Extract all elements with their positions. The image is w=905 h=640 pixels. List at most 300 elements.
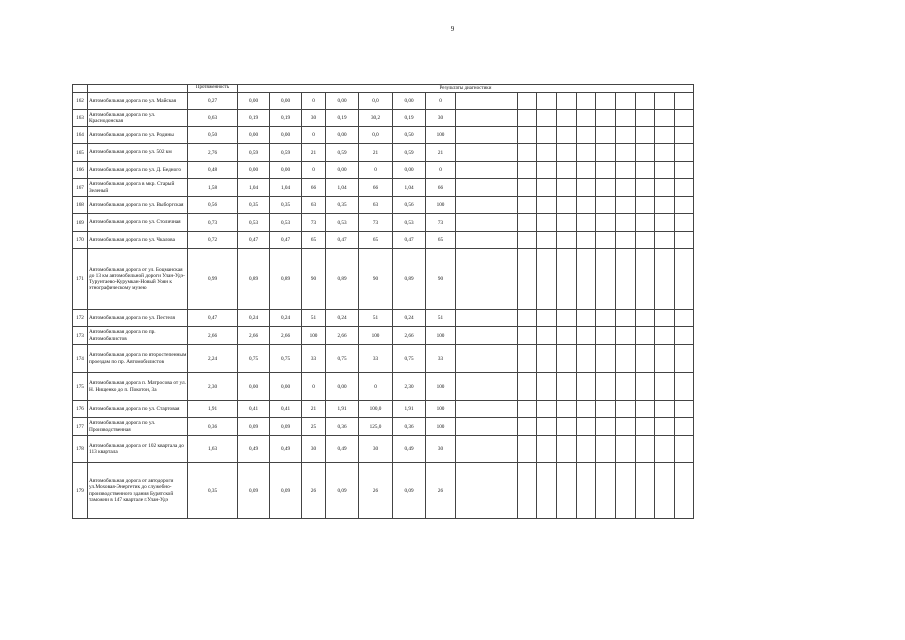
empty-cell	[675, 232, 694, 249]
value-cell: 30,2	[359, 110, 393, 127]
empty-cell	[557, 373, 577, 401]
value-cell: 0	[302, 127, 326, 144]
road-name: Автомобильная дорога п. Матросова от ул. Н. Нищенко до п. Покотон, 3а	[88, 373, 188, 401]
value-cell: 1,91	[393, 401, 426, 418]
empty-cell	[537, 93, 557, 110]
empty-cell	[616, 179, 636, 197]
empty-cell	[655, 436, 675, 463]
row-number: 168	[73, 197, 88, 214]
value-cell: 66	[359, 179, 393, 197]
value-cell: 0,53	[393, 214, 426, 232]
empty-cell	[456, 179, 518, 197]
value-cell: 0,89	[326, 249, 359, 310]
empty-cell	[518, 463, 537, 519]
value-cell: 0,19	[326, 110, 359, 127]
road-name: Автомобильная дорога по ул. 502 км	[88, 144, 188, 162]
value-cell: 2,66	[188, 327, 238, 345]
empty-cell	[577, 127, 596, 144]
empty-cell	[655, 179, 675, 197]
empty-cell	[577, 418, 596, 436]
empty-cell	[456, 249, 518, 310]
empty-cell	[537, 436, 557, 463]
empty-cell	[557, 110, 577, 127]
empty-cell	[596, 93, 616, 110]
empty-cell	[655, 401, 675, 418]
empty-cell	[456, 197, 518, 214]
empty-cell	[675, 93, 694, 110]
empty-cell	[456, 93, 518, 110]
row-number: 176	[73, 401, 88, 418]
empty-cell	[518, 436, 537, 463]
empty-cell	[636, 373, 655, 401]
empty-cell	[655, 232, 675, 249]
value-cell: 0,53	[326, 214, 359, 232]
value-cell: 21	[426, 144, 456, 162]
empty-cell	[557, 327, 577, 345]
value-cell: 0,72	[188, 232, 238, 249]
value-cell: 0,56	[188, 197, 238, 214]
row-number: 165	[73, 144, 88, 162]
value-cell: 0,59	[238, 144, 270, 162]
empty-cell	[616, 345, 636, 373]
empty-cell	[616, 162, 636, 179]
road-name: Автомобильная дорога по ул. Майская	[88, 93, 188, 110]
row-number: 169	[73, 214, 88, 232]
empty-cell	[616, 93, 636, 110]
value-cell: 63	[302, 197, 326, 214]
value-cell: 0,09	[238, 463, 270, 519]
value-cell: 21	[302, 401, 326, 418]
empty-cell	[596, 214, 616, 232]
value-cell: 0,63	[188, 110, 238, 127]
value-cell: 0,00	[326, 93, 359, 110]
empty-cell	[636, 179, 655, 197]
table-row	[73, 214, 694, 232]
value-cell: 0,73	[188, 214, 238, 232]
value-cell: 30	[426, 110, 456, 127]
empty-cell	[596, 179, 616, 197]
header-cell	[73, 85, 88, 93]
empty-cell	[557, 436, 577, 463]
value-cell: 0,24	[270, 310, 302, 327]
empty-cell	[636, 418, 655, 436]
empty-cell	[456, 232, 518, 249]
value-cell: 1,04	[326, 179, 359, 197]
value-cell: 0,36	[326, 418, 359, 436]
empty-cell	[537, 463, 557, 519]
value-cell: 0,19	[270, 110, 302, 127]
empty-cell	[577, 214, 596, 232]
header-results-label: Результаты диагностики	[238, 85, 694, 93]
value-cell: 90	[302, 249, 326, 310]
value-cell: 0,50	[393, 127, 426, 144]
value-cell: 51	[426, 310, 456, 327]
empty-cell	[456, 214, 518, 232]
row-number: 170	[73, 232, 88, 249]
value-cell: 65	[359, 232, 393, 249]
table-row	[73, 373, 694, 401]
empty-cell	[577, 162, 596, 179]
empty-cell	[518, 310, 537, 327]
empty-cell	[537, 144, 557, 162]
value-cell: 2,66	[270, 327, 302, 345]
value-cell: 0,50	[188, 127, 238, 144]
empty-cell	[596, 463, 616, 519]
row-number: 175	[73, 373, 88, 401]
empty-cell	[675, 418, 694, 436]
value-cell: 1,91	[326, 401, 359, 418]
value-cell: 30	[359, 436, 393, 463]
empty-cell	[636, 327, 655, 345]
value-cell: 0,36	[393, 418, 426, 436]
empty-cell	[577, 249, 596, 310]
empty-cell	[518, 197, 537, 214]
road-name: Автомобильная дорога по ул. Родины	[88, 127, 188, 144]
empty-cell	[655, 327, 675, 345]
empty-cell	[616, 373, 636, 401]
value-cell: 0	[302, 373, 326, 401]
value-cell: 0,09	[326, 463, 359, 519]
empty-cell	[655, 310, 675, 327]
empty-cell	[596, 373, 616, 401]
empty-cell	[456, 401, 518, 418]
empty-cell	[537, 418, 557, 436]
empty-cell	[518, 127, 537, 144]
empty-cell	[577, 401, 596, 418]
empty-cell	[675, 110, 694, 127]
value-cell: 0,0	[359, 127, 393, 144]
value-cell: 30	[426, 436, 456, 463]
empty-cell	[537, 127, 557, 144]
empty-cell	[557, 310, 577, 327]
page-number: 9	[450, 25, 455, 33]
value-cell: 0,41	[238, 401, 270, 418]
empty-cell	[616, 401, 636, 418]
value-cell: 2,30	[393, 373, 426, 401]
value-cell: 33	[302, 345, 326, 373]
value-cell: 1,04	[393, 179, 426, 197]
road-name: Автомобильная дорога по ул. Столичная	[88, 214, 188, 232]
empty-cell	[456, 144, 518, 162]
road-name: Автомобильная дорога по ул. Чкалова	[88, 232, 188, 249]
value-cell: 0,00	[270, 127, 302, 144]
empty-cell	[675, 214, 694, 232]
header-row	[73, 85, 694, 93]
row-number: 162	[73, 93, 88, 110]
empty-cell	[675, 401, 694, 418]
empty-cell	[675, 373, 694, 401]
empty-cell	[518, 249, 537, 310]
empty-cell	[655, 214, 675, 232]
empty-cell	[557, 418, 577, 436]
diagnostics-table	[72, 84, 694, 519]
empty-cell	[577, 110, 596, 127]
empty-cell	[577, 436, 596, 463]
value-cell: 51	[359, 310, 393, 327]
value-cell: 0,35	[270, 197, 302, 214]
empty-cell	[675, 197, 694, 214]
value-cell: 0,00	[393, 93, 426, 110]
empty-cell	[518, 373, 537, 401]
value-cell: 0,00	[270, 93, 302, 110]
empty-cell	[518, 162, 537, 179]
row-number: 174	[73, 345, 88, 373]
value-cell: 0,00	[270, 162, 302, 179]
empty-cell	[616, 232, 636, 249]
empty-cell	[596, 110, 616, 127]
empty-cell	[636, 127, 655, 144]
empty-cell	[616, 310, 636, 327]
table-row	[73, 401, 694, 418]
empty-cell	[636, 232, 655, 249]
empty-cell	[577, 310, 596, 327]
row-number: 166	[73, 162, 88, 179]
value-cell: 0,36	[188, 418, 238, 436]
empty-cell	[596, 401, 616, 418]
value-cell: 0,48	[188, 162, 238, 179]
value-cell: 125,0	[359, 418, 393, 436]
value-cell: 1,58	[188, 179, 238, 197]
empty-cell	[655, 249, 675, 310]
empty-cell	[557, 345, 577, 373]
value-cell: 25	[302, 418, 326, 436]
road-name: Автомобильная дорога по второстепенным проездам по пр. Автомобилистов	[88, 345, 188, 373]
value-cell: 2,66	[326, 327, 359, 345]
value-cell: 0,59	[326, 144, 359, 162]
value-cell: 1,91	[188, 401, 238, 418]
road-name: Автомобильная дорога от 102 квартала до 113 квартала	[88, 436, 188, 463]
empty-cell	[577, 373, 596, 401]
empty-cell	[557, 162, 577, 179]
table-row	[73, 93, 694, 110]
empty-cell	[675, 179, 694, 197]
table-row	[73, 162, 694, 179]
table-row	[73, 127, 694, 144]
value-cell: 26	[302, 463, 326, 519]
empty-cell	[616, 463, 636, 519]
value-cell: 0,00	[326, 127, 359, 144]
value-cell: 90	[359, 249, 393, 310]
row-number: 171	[73, 249, 88, 310]
value-cell: 0,00	[238, 162, 270, 179]
empty-cell	[577, 144, 596, 162]
table-row	[73, 310, 694, 327]
empty-cell	[636, 214, 655, 232]
empty-cell	[518, 179, 537, 197]
value-cell: 0,53	[270, 214, 302, 232]
value-cell: 0,53	[238, 214, 270, 232]
value-cell: 1,63	[188, 436, 238, 463]
value-cell: 73	[302, 214, 326, 232]
value-cell: 0	[302, 162, 326, 179]
value-cell: 0,49	[393, 436, 426, 463]
value-cell: 73	[426, 214, 456, 232]
value-cell: 100,0	[359, 401, 393, 418]
value-cell: 65	[426, 232, 456, 249]
empty-cell	[616, 127, 636, 144]
value-cell: 100	[302, 327, 326, 345]
empty-cell	[537, 214, 557, 232]
value-cell: 0	[359, 162, 393, 179]
empty-cell	[596, 232, 616, 249]
empty-cell	[636, 310, 655, 327]
value-cell: 30	[302, 110, 326, 127]
empty-cell	[518, 214, 537, 232]
value-cell: 0,00	[270, 373, 302, 401]
empty-cell	[675, 310, 694, 327]
empty-cell	[655, 345, 675, 373]
value-cell: 0,59	[393, 144, 426, 162]
row-number: 163	[73, 110, 88, 127]
empty-cell	[456, 110, 518, 127]
empty-cell	[577, 463, 596, 519]
value-cell: 0	[426, 162, 456, 179]
empty-cell	[636, 197, 655, 214]
value-cell: 0,89	[270, 249, 302, 310]
value-cell: 0,24	[393, 310, 426, 327]
value-cell: 0,35	[238, 197, 270, 214]
value-cell: 0,09	[270, 418, 302, 436]
value-cell: 0,47	[393, 232, 426, 249]
value-cell: 2,66	[238, 327, 270, 345]
value-cell: 0,00	[238, 93, 270, 110]
value-cell: 0,41	[270, 401, 302, 418]
value-cell: 21	[302, 144, 326, 162]
empty-cell	[456, 127, 518, 144]
row-number: 173	[73, 327, 88, 345]
value-cell: 0,56	[393, 197, 426, 214]
road-name: Автомобильная дорога по пр. Автомобилистов	[88, 327, 188, 345]
value-cell: 0,47	[326, 232, 359, 249]
value-cell: 0,49	[238, 436, 270, 463]
value-cell: 33	[359, 345, 393, 373]
empty-cell	[537, 197, 557, 214]
empty-cell	[537, 373, 557, 401]
empty-cell	[557, 179, 577, 197]
empty-cell	[456, 310, 518, 327]
table-row	[73, 144, 694, 162]
empty-cell	[675, 127, 694, 144]
empty-cell	[537, 162, 557, 179]
empty-cell	[675, 463, 694, 519]
value-cell: 0,00	[326, 373, 359, 401]
value-cell: 66	[426, 179, 456, 197]
empty-cell	[636, 463, 655, 519]
road-name: Автомобильная дорога по ул. Стартовая	[88, 401, 188, 418]
empty-cell	[655, 197, 675, 214]
empty-cell	[616, 249, 636, 310]
empty-cell	[537, 110, 557, 127]
empty-cell	[518, 327, 537, 345]
empty-cell	[675, 144, 694, 162]
empty-cell	[456, 463, 518, 519]
empty-cell	[636, 144, 655, 162]
road-name: Автомобильная дорога по ул. Пестеля	[88, 310, 188, 327]
road-name: Автомобильная дорога в мкр. Старый Зеленый	[88, 179, 188, 197]
value-cell: 0,24	[326, 310, 359, 327]
value-cell: 0,35	[188, 463, 238, 519]
empty-cell	[557, 463, 577, 519]
value-cell: 0,19	[238, 110, 270, 127]
empty-cell	[456, 162, 518, 179]
value-cell: 2,76	[188, 144, 238, 162]
table-row	[73, 436, 694, 463]
header-cell	[88, 85, 188, 93]
value-cell: 100	[426, 327, 456, 345]
value-cell: 0,00	[326, 162, 359, 179]
empty-cell	[537, 401, 557, 418]
value-cell: 0,89	[393, 249, 426, 310]
value-cell: 100	[426, 127, 456, 144]
value-cell: 100	[426, 401, 456, 418]
empty-cell	[577, 93, 596, 110]
empty-cell	[675, 345, 694, 373]
empty-cell	[636, 93, 655, 110]
empty-cell	[675, 327, 694, 345]
empty-cell	[616, 327, 636, 345]
value-cell: 0,27	[188, 93, 238, 110]
value-cell: 0,09	[393, 463, 426, 519]
empty-cell	[616, 144, 636, 162]
empty-cell	[577, 232, 596, 249]
value-cell: 0,47	[238, 232, 270, 249]
empty-cell	[518, 144, 537, 162]
empty-cell	[655, 162, 675, 179]
empty-cell	[557, 144, 577, 162]
value-cell: 51	[302, 310, 326, 327]
empty-cell	[616, 418, 636, 436]
row-number: 178	[73, 436, 88, 463]
row-number: 179	[73, 463, 88, 519]
value-cell: 21	[359, 144, 393, 162]
value-cell: 0	[302, 93, 326, 110]
value-cell: 2,24	[188, 345, 238, 373]
road-name: Автомобильная дорога от ул. Боцманская до 13 км автомобильной дороги Улан-Удэ-Турунтаево-Курумкан-Новый Уоян к этнографическому музею	[88, 249, 188, 310]
empty-cell	[655, 144, 675, 162]
empty-cell	[655, 373, 675, 401]
empty-cell	[537, 345, 557, 373]
empty-cell	[616, 436, 636, 463]
value-cell: 0,00	[238, 127, 270, 144]
empty-cell	[456, 436, 518, 463]
value-cell: 100	[426, 418, 456, 436]
empty-cell	[675, 249, 694, 310]
value-cell: 100	[426, 373, 456, 401]
empty-cell	[537, 310, 557, 327]
value-cell: 100	[426, 197, 456, 214]
empty-cell	[616, 110, 636, 127]
empty-cell	[518, 401, 537, 418]
empty-cell	[596, 418, 616, 436]
empty-cell	[636, 110, 655, 127]
value-cell: 0,75	[270, 345, 302, 373]
value-cell: 0,00	[393, 162, 426, 179]
empty-cell	[557, 214, 577, 232]
empty-cell	[577, 345, 596, 373]
value-cell: 0,75	[393, 345, 426, 373]
empty-cell	[636, 162, 655, 179]
table-row	[73, 197, 694, 214]
value-cell: 1,04	[238, 179, 270, 197]
value-cell: 66	[302, 179, 326, 197]
empty-cell	[655, 463, 675, 519]
empty-cell	[596, 345, 616, 373]
value-cell: 100	[359, 327, 393, 345]
value-cell: 2,30	[188, 373, 238, 401]
empty-cell	[456, 418, 518, 436]
value-cell: 0,09	[238, 418, 270, 436]
empty-cell	[557, 93, 577, 110]
